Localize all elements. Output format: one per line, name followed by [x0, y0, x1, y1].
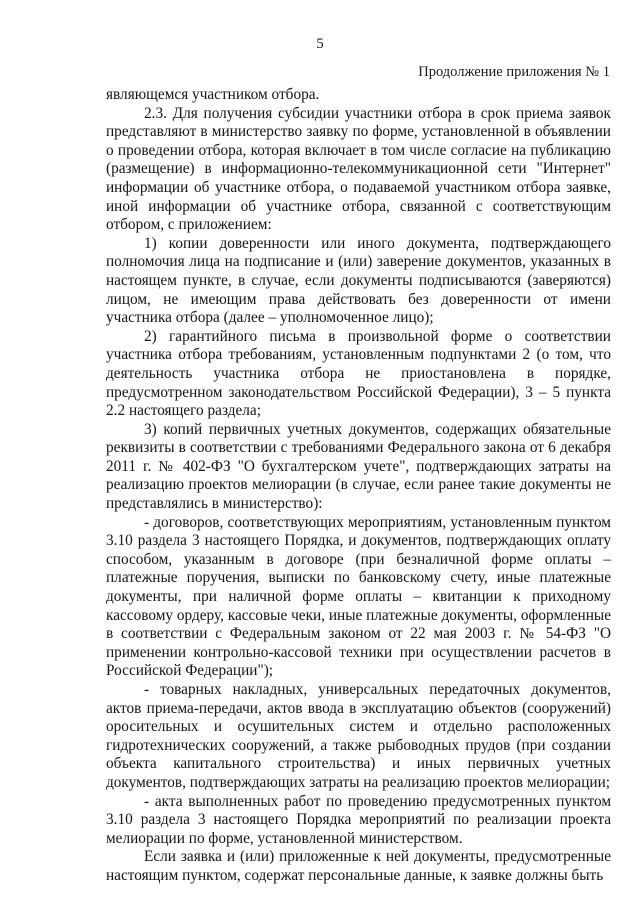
paragraph-continuation: являющемся участником отбора. — [106, 86, 320, 103]
page-number: 5 — [316, 36, 324, 52]
paragraph-dash-contracts: - договоров, соответствующих мероприятиям, установленным пунктом 3.10 раздела 3 настоящего Порядка, и документов, подтверждающих оплату способом, указанным в договоре (при безналичной форме оплаты – платежные поручения, выписки по банковскому счету, иные платежные документы, при наличной форме оплаты – квитанции к приходному кассовому ордеру, кассовые чеки, иные платежные документы, оформленные в соответствии с Федеральным законом от 22 мая 2003 г. № 54-ФЗ "О применении контрольно-кассовой техники при осуществлении расчетов в Российской Федерации"); — [106, 513, 611, 680]
paragraph-personal-data: Если заявка и (или) приложенные к ней документы, предусмотренные настоящим пунктом, содержат персональные данные, к заявке должны быть — [106, 848, 611, 884]
paragraph-item-3: 3) копий первичных учетных документов, содержащих обязательные реквизиты в соответствии с требованиями Федерального закона от 6 декабря 2011 г. № 402-ФЗ "О бухгалтерском учете", подтверждающих затраты на реализацию проектов мелиорации (в случае, если ранее такие документы не представлялись в министерство): — [106, 420, 611, 513]
document-body — [106, 86, 611, 886]
paragraph-clause-2-3: 2.3. Для получения субсидии участники отбора в срок приема заявок представляют в министерство заявку по форме, установленной в объявлении о проведении отбора, которая включает в том числе согласие на публикацию (размещение) в информационно-телекоммуникационной сети "Интернет" информации об участнике отбора, о подаваемой участником отбора заявке, иной информации об участнике отбора, связанной с соответствующим отбором, с приложением: — [106, 104, 611, 234]
appendix-continuation-note: Продолжение приложения № 1 — [418, 64, 610, 80]
paragraph-item-1: 1) копии доверенности или иного документа, подтверждающего полномочия лица на подписание и (или) заверение документов, указанных в настоящем пункте, в случае, если документы подписываются (заверяются) лицом, не имеющим права действовать без доверенности от имени участника отбора (далее – уполномоченное лицо); — [106, 234, 611, 327]
paragraph-dash-act: - акта выполненных работ по проведению предусмотренных пунктом 3.10 раздела 3 настоящего Порядка мероприятий по реализации проекта мелиорации по форме, установленной министерством. — [106, 792, 611, 847]
paragraph-dash-invoices: - товарных накладных, универсальных передаточных документов, актов приема-передачи, актов ввода в эксплуатацию объектов (сооружений) оросительных и осушительных систем и отдельно расположенных гидротехнических сооружений, а также рыбоводных прудов (при создании объекта капитального строительства) и иных первичных учетных документов, подтверждающих затраты на реализацию проектов мелиорации; — [106, 681, 611, 791]
paragraph-item-2: 2) гарантийного письма в произвольной форме о соответствии участника отбора требованиям, установленным подпунктами 2 (о том, что деятельность участника отбора не приостановлена в порядке, предусмотренном законодательством Российской Федерации), 3 – 5 пункта 2.2 настоящего раздела; — [106, 327, 611, 420]
